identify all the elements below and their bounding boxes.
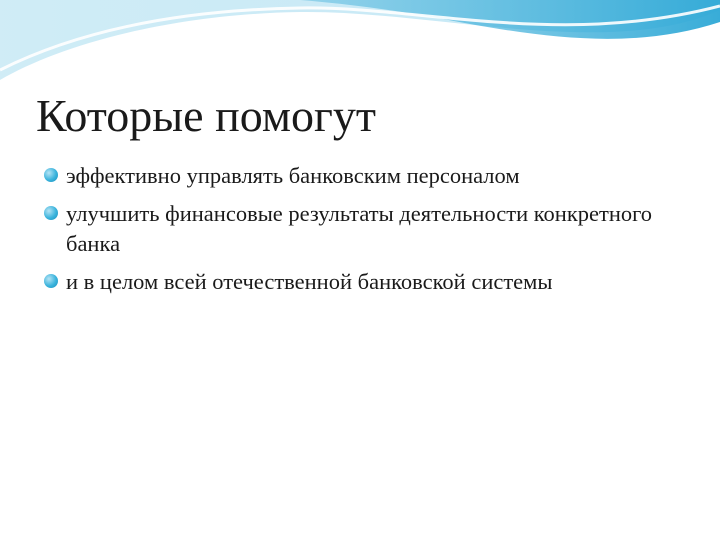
list-item (44, 161, 684, 191)
bullet-circle-icon (44, 168, 58, 182)
bullet-circle-icon (44, 206, 58, 220)
list-item (44, 199, 684, 259)
header-wave-decoration (0, 0, 720, 100)
bullet-circle-icon (44, 274, 58, 288)
bullet-text: эффективно управлять банковским персоналом (66, 163, 520, 188)
bullet-text: улучшить финансовые результаты деятельности конкретного банка (66, 201, 653, 256)
bullet-list (44, 161, 684, 305)
slide-title: Которые помогут (36, 90, 376, 141)
list-item (44, 267, 684, 297)
bullet-text: и в целом всей отечественной банковской системы (66, 269, 553, 294)
